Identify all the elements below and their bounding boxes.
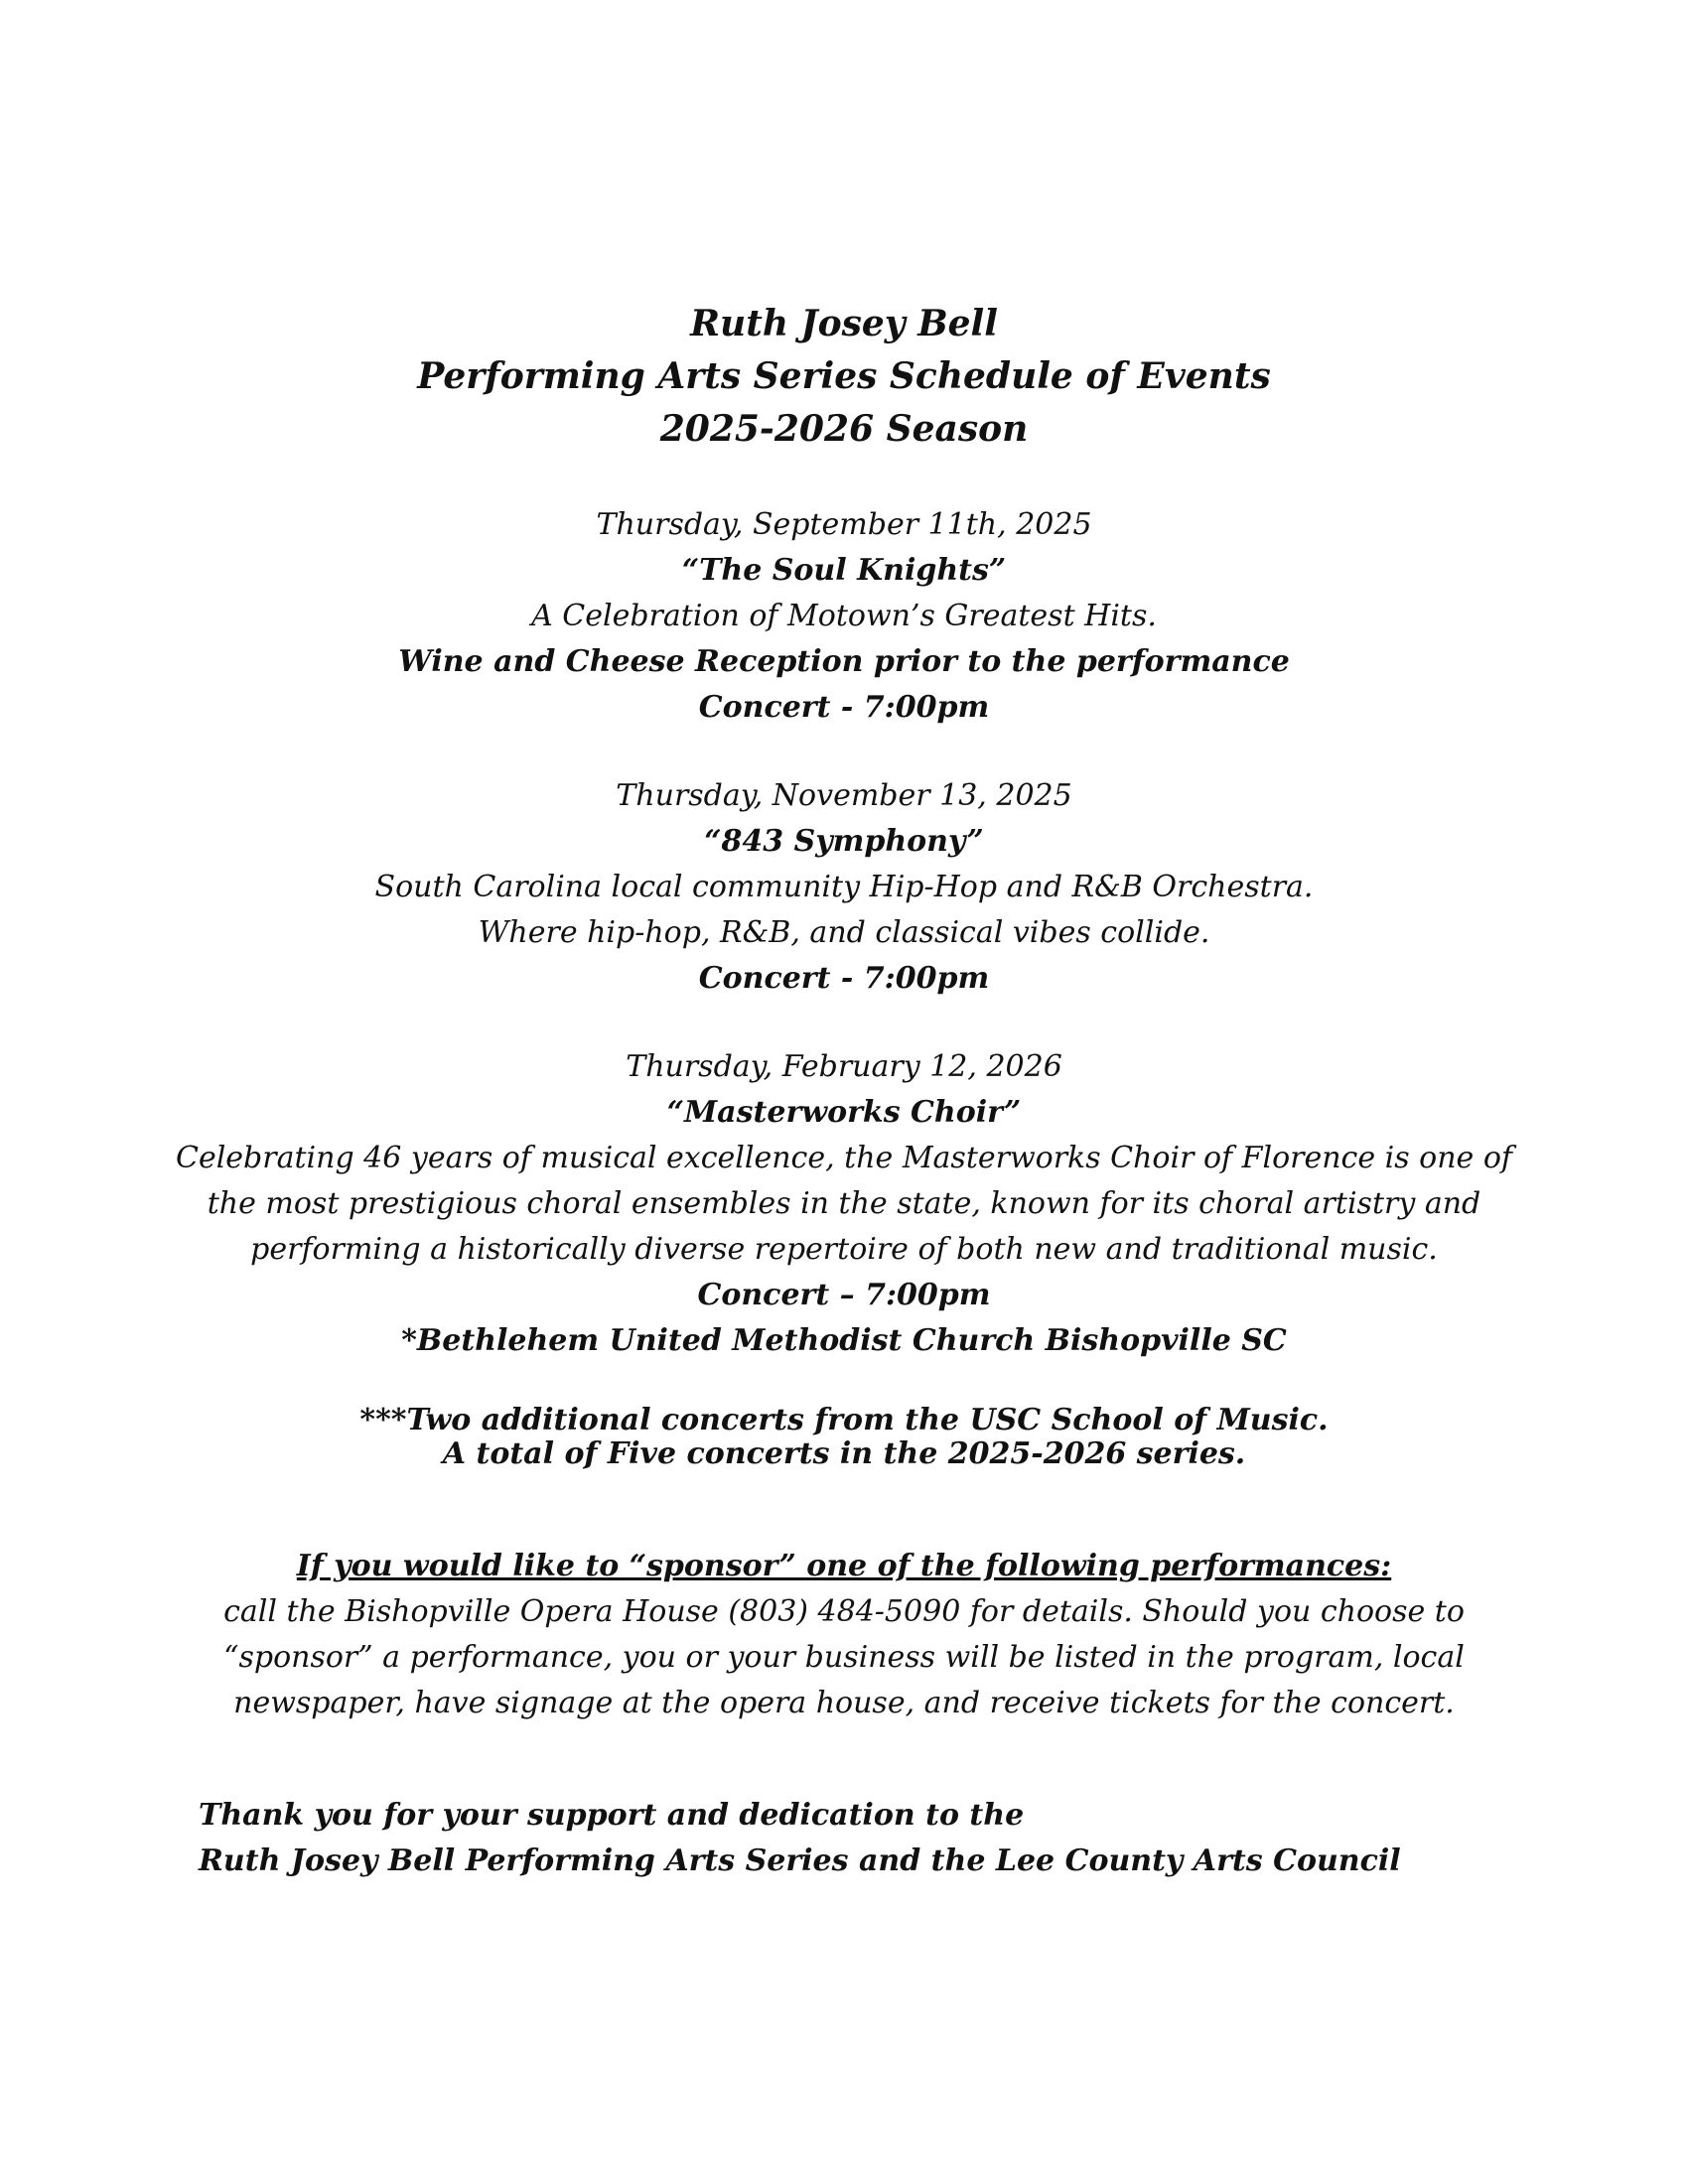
event-description: Where hip-hop, R&B, and classical vibes collide.	[478, 915, 1210, 950]
sponsor-body-line: “sponsor” a performance, you or your business will be listed in the program, local	[223, 1640, 1465, 1675]
event-description: A Celebration of Motown’s Greatest Hits.	[531, 599, 1157, 633]
note-line: ***Two additional concerts from the USC School of Music.	[359, 1403, 1329, 1437]
season-label: 2025-2026 Season	[659, 408, 1029, 450]
thank-you-message	[199, 1793, 1489, 1884]
document-header	[149, 298, 1539, 456]
event-date: Thursday, September 11th, 2025	[596, 507, 1092, 542]
event-description: performing a historically diverse repertoire of both new and traditional music.	[250, 1232, 1438, 1267]
thanks-line: Thank you for your support and dedication to the	[199, 1798, 1025, 1833]
event-name: “The Soul Knights”	[681, 553, 1007, 588]
sponsor-heading: If you would like to “sponsor” one of the following performances:	[296, 1549, 1392, 1583]
sponsor-body-line: call the Bishopville Opera House (803) 484-5090 for details. Should you choose to	[223, 1594, 1465, 1629]
event-time: Concert - 7:00pm	[698, 961, 990, 996]
thanks-line: Ruth Josey Bell Performing Arts Series and the Lee County Arts Council	[199, 1843, 1401, 1878]
note-line: A total of Five concerts in the 2025-2026 series.	[442, 1436, 1246, 1471]
event-date: Thursday, November 13, 2025	[616, 778, 1072, 813]
event-name: “843 Symphony”	[704, 824, 984, 859]
event-description: South Carolina local community Hip-Hop and R&B Orchestra.	[374, 870, 1314, 904]
event-soul-knights	[149, 502, 1539, 731]
event-843-symphony	[149, 773, 1539, 1002]
event-name: “Masterworks Choir”	[666, 1095, 1022, 1130]
sponsor-body-line: newspaper, have signage at the opera house, and receive tickets for the concert.	[233, 1686, 1455, 1720]
event-date: Thursday, February 12, 2026	[626, 1049, 1062, 1084]
document-title: Performing Arts Series Schedule of Events	[417, 355, 1271, 397]
sponsor-section	[149, 1544, 1539, 1726]
event-description: the most prestigious choral ensembles in the state, known for its choral artistry and	[207, 1186, 1481, 1221]
event-time: Concert – 7:00pm	[697, 1278, 991, 1312]
event-venue: *Bethlehem United Methodist Church Bishopville SC	[401, 1323, 1287, 1358]
event-masterworks-choir	[149, 1044, 1539, 1364]
event-time: Concert - 7:00pm	[698, 690, 990, 725]
event-reception: Wine and Cheese Reception prior to the performance	[398, 644, 1290, 679]
event-description: Celebrating 46 years of musical excellence, the Masterworks Choir of Florence is one of	[175, 1141, 1513, 1175]
series-name: Ruth Josey Bell	[690, 303, 998, 344]
additional-concerts-note	[149, 1404, 1539, 1471]
